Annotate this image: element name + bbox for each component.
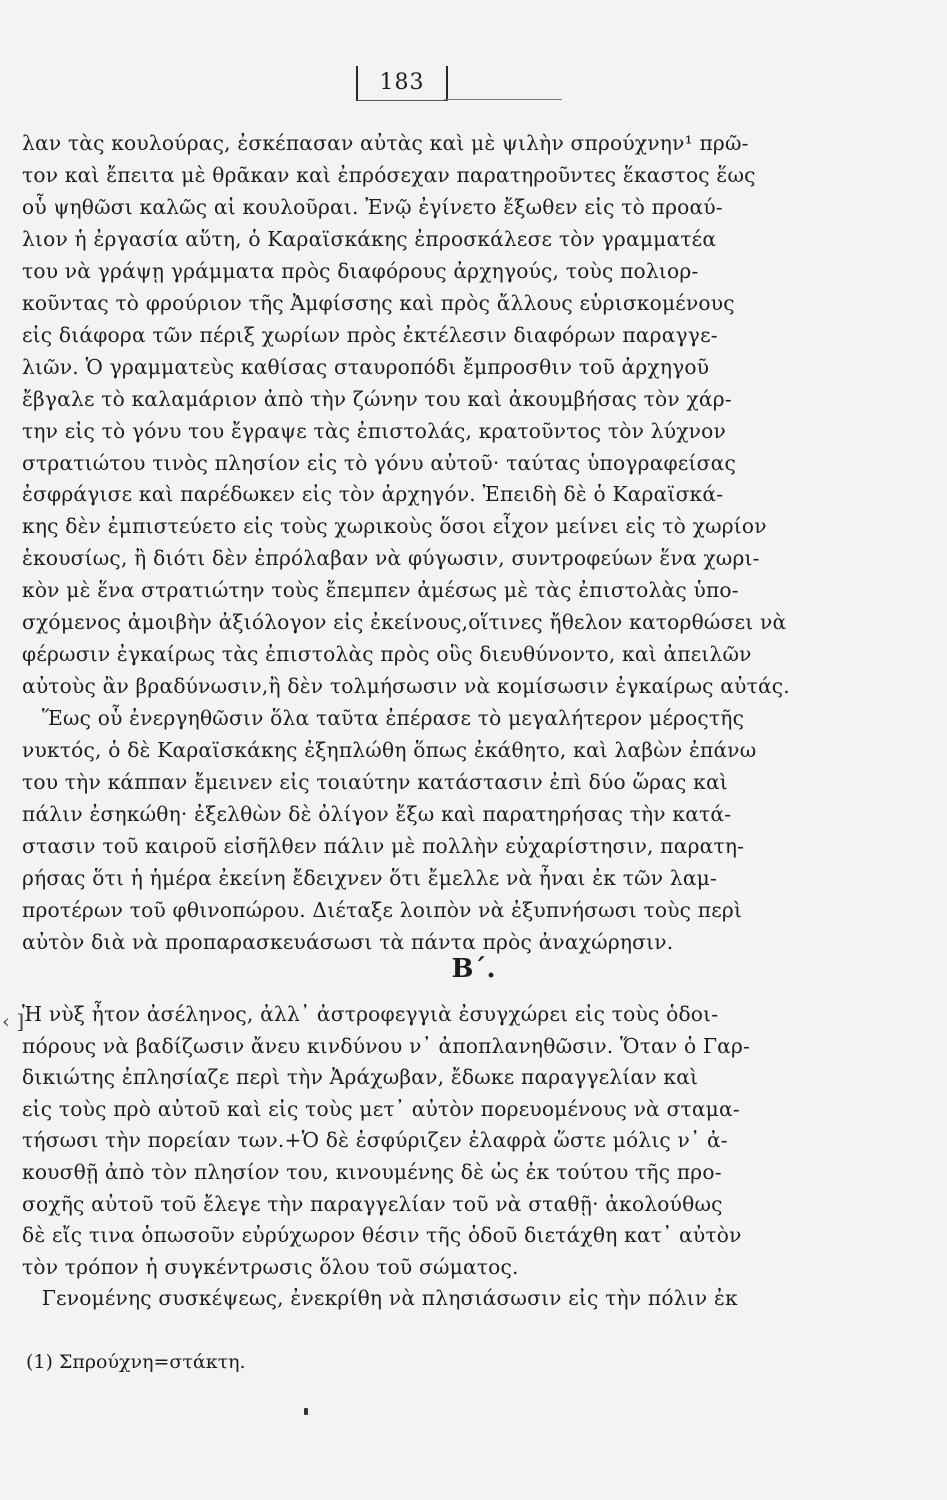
section-heading: Β΄. bbox=[451, 954, 496, 984]
text-line: στασιν τοῦ καιροῦ εἰσῆλθεν πάλιν μὲ πολλὴν εὐχαρίστησιν, παρατη- bbox=[22, 833, 745, 858]
text-line: κὸν μὲ ἕνα στρατιώτην τοὺς ἔπεμπεν ἀμέσως μὲ τὰς ἐπιστολὰς ὑπο- bbox=[22, 578, 739, 603]
text-line: πόρους νὰ βαδίζωσιν ἄνευ κινδύνου ν᾽ ἀποπλανηθῶσιν. Ὅταν ὁ Γαρ- bbox=[22, 1033, 751, 1058]
text-line: σοχῆς αὐτοῦ τοῦ ἔλεγε τὴν παραγγελίαν τοῦ νὰ σταθῇ· ἀκολούθως bbox=[22, 1191, 723, 1216]
text-line: τήσωσι τὴν πορείαν των.+Ὁ δὲ ἐσφύριζεν ἐλαφρὰ ὥστε μόλις ν᾽ ἀ- bbox=[22, 1128, 728, 1153]
text-line: Ἕως οὗ ἐνεργηθῶσιν ὅλα ταῦτα ἐπέρασε τὸ μεγαλήτερον μέροςτῆς bbox=[22, 706, 745, 731]
text-line: δὲ εἴς τινα ὁπωσοῦν εὐρύχωρον θέσιν τῆς ὁδοῦ διετάχθη κατ᾽ αὐτὸν bbox=[22, 1223, 742, 1248]
footnote: (1) Σπρούχνη=στάκτη. bbox=[26, 1351, 246, 1373]
text-line: τον καὶ ἔπειτα μὲ θρᾶκαν καὶ ἐπρόσεχαν παρατηροῦντες ἕκαστος ἕως bbox=[22, 162, 756, 187]
text-line: πάλιν ἐσηκώθη· ἐξελθὼν δὲ ὀλίγον ἔξω καὶ παρατηρήσας τὴν κατά- bbox=[22, 802, 732, 827]
text-line: εἰς διάφορα τῶν πέριξ χωρίων πρὸς ἐκτέλεσιν διαφόρων παραγγε- bbox=[22, 322, 718, 347]
text-line: λιῶν. Ὁ γραμματεὺς καθίσας σταυροπόδι ἔμπροσθιν τοῦ ἀρχηγοῦ bbox=[22, 354, 710, 379]
paragraph-section-b bbox=[22, 999, 926, 1315]
text-line: την εἰς τὸ γόνυ του ἔγραψε τὰς ἐπιστολάς, κρατοῦντος τὸν λύχνον bbox=[22, 418, 726, 443]
ink-speck bbox=[304, 1408, 308, 1415]
text-line: ρήσας ὅτι ἡ ἡμέρα ἐκείνη ἔδειχνεν ὅτι ἔμελλε νὰ ἦναι ἐκ τῶν λαμ- bbox=[22, 865, 718, 890]
text-line: Γενομένης συσκέψεως, ἐνεκρίθη νὰ πλησιάσωσιν εἰς τὴν πόλιν ἐκ bbox=[22, 1286, 738, 1311]
paragraph-main bbox=[22, 128, 926, 959]
text-line: ἑκουσίως, ἢ διότι δὲν ἐπρόλαβαν νὰ φύγωσιν, συντροφεύων ἕνα χωρι- bbox=[22, 546, 760, 571]
text-line: στρατιώτου τινὸς πλησίον εἰς τὸ γόνυ αὐτοῦ· ταύτας ὑπογραφείσας bbox=[22, 450, 736, 475]
text-line: ἔβγαλε τὸ καλαμάριον ἀπὸ τὴν ζώνην του καὶ ἀκουμβήσας τὸν χάρ- bbox=[22, 386, 732, 411]
text-line: λαν τὰς κουλούρας, ἐσκέπασαν αὐτὰς καὶ μὲ ψιλὴν σπρούχνην¹ πρῶ- bbox=[22, 131, 749, 155]
text-line: τὸν τρόπον ἡ συγκέντρωσις ὅλου τοῦ σώματος. bbox=[22, 1254, 519, 1279]
text-line: του νὰ γράψῃ γράμματα πρὸς διαφόρους ἀρχηγούς, τοὺς πολιορ- bbox=[22, 258, 699, 283]
text-line: σχόμενος ἀμοιβὴν ἀξιόλογον εἰς ἐκείνους,οἵτινες ἤθελον κατορθώσει νὰ bbox=[22, 610, 787, 635]
text-line: κης δὲν ἐμπιστεύετο εἰς τοὺς χωρικοὺς ὅσοι εἶχον μείνει εἰς τὸ χωρίον bbox=[22, 514, 767, 539]
page-number-rule bbox=[444, 99, 562, 100]
text-line: νυκτός, ὁ δὲ Καραϊσκάκης ἐξηπλώθη ὅπως ἐκάθητο, καὶ λαβὼν ἐπάνω bbox=[22, 738, 757, 763]
text-line: του τὴν κάππαν ἔμεινεν εἰς τοιαύτην κατάστασιν ἐπὶ δύο ὥρας καὶ bbox=[22, 770, 728, 795]
text-line: αὐτοὺς ἂν βραδύνωσιν,ἢ δὲν τολμήσωσιν νὰ κομίσωσιν ἐγκαίρως αὐτάς. bbox=[22, 674, 790, 699]
text-line: ἐσφράγισε καὶ παρέδωκεν εἰς τὸν ἀρχηγόν. Ἐπειδὴ δὲ ὁ Καραϊσκά- bbox=[22, 482, 724, 507]
page-number: 183 bbox=[379, 70, 425, 95]
text-line: αὐτὸν διὰ νὰ προπαρασκευάσωσι τὰ πάντα πρὸς ἀναχώρησιν. bbox=[22, 929, 674, 954]
text-line: λιον ἡ ἐργασία αὕτη, ὁ Καραϊσκάκης ἐπροσκάλεσε τὸν γραμματέα bbox=[22, 226, 717, 251]
text-line: δικιώτης ἐπλησίαζε περὶ τὴν Ἀράχωβαν, ἔδωκε παραγγελίαν καὶ bbox=[22, 1065, 699, 1090]
margin-mark: ‹ ] bbox=[2, 1009, 25, 1033]
text-line: κοῦντας τὸ φρούριον τῆς Ἀμφίσσης καὶ πρὸς ἄλλους εὑρισκομένους bbox=[22, 290, 735, 315]
text-line: εἰς τοὺς πρὸ αὐτοῦ καὶ εἰς τοὺς μετ᾽ αὐτὸν πορευομένους νὰ σταμα- bbox=[22, 1096, 740, 1121]
text-line: φέρωσιν ἐγκαίρως τὰς ἐπιστολὰς πρὸς οὓς διευθύνοντο, καὶ ἀπειλῶν bbox=[22, 642, 752, 667]
text-line: Ἡ νὺξ ἦτον ἀσέληνος, ἀλλ᾽ ἀστροφεγγιὰ ἐσυγχώρει εἰς τοὺς ὁδοι- bbox=[22, 1002, 719, 1026]
text-line: προτέρων τοῦ φθινοπώρου. Διέταξε λοιπὸν νὰ ἐξυπνήσωσι τοὺς περὶ bbox=[22, 897, 743, 922]
page-number-box bbox=[356, 66, 448, 101]
text-line: κουσθῇ ἀπὸ τὸν πλησίον του, κινουμένης δὲ ὡς ἐκ τούτου τῆς προ- bbox=[22, 1159, 722, 1184]
text-line: οὗ ψηθῶσι καλῶς αἱ κουλοῦραι. Ἐνῷ ἐγίνετο ἔξωθεν εἰς τὸ προαύ- bbox=[22, 194, 723, 219]
